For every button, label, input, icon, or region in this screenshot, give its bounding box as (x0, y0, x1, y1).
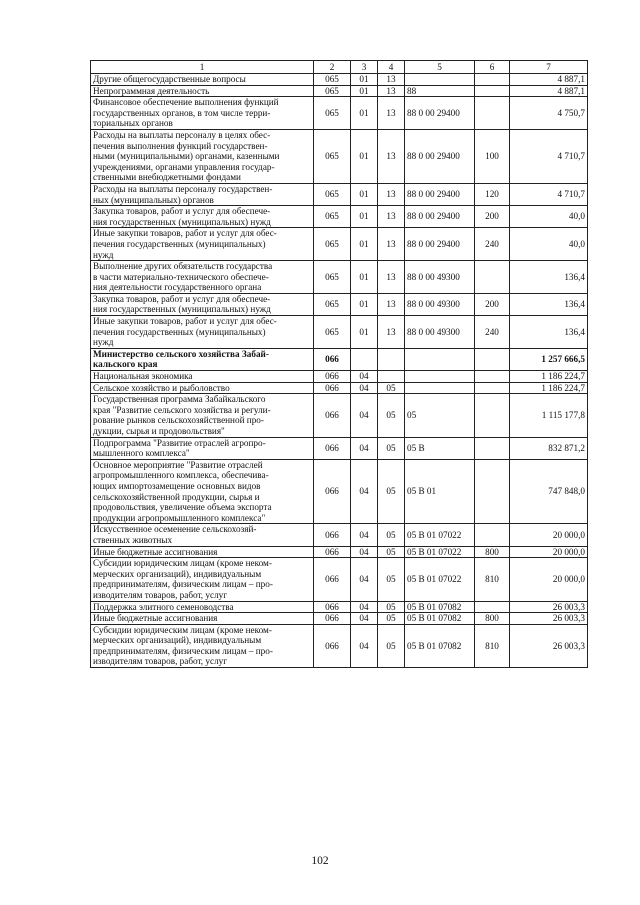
row-name: Министерство сельского хозяйства Забай- кальского края (91, 348, 314, 370)
row-vr: 810 (475, 624, 510, 667)
row-pr: 05 (378, 601, 405, 613)
row-gr: 065 (314, 74, 351, 86)
header-col-5: 5 (405, 61, 475, 74)
row-pr: 05 (378, 613, 405, 625)
header-col-4: 4 (378, 61, 405, 74)
row-csr: 05 В 01 07082 (405, 613, 475, 625)
header-col-2: 2 (314, 61, 351, 74)
row-gr: 066 (314, 613, 351, 625)
row-gr: 065 (314, 183, 351, 205)
row-rz: 04 (351, 613, 378, 625)
row-rz: 01 (351, 206, 378, 228)
row-csr: 88 0 00 29400 (405, 97, 475, 130)
row-vr (475, 601, 510, 613)
row-vr: 240 (475, 228, 510, 261)
row-gr: 066 (314, 601, 351, 613)
row-pr (378, 348, 405, 370)
row-pr: 05 (378, 624, 405, 667)
row-pr: 13 (378, 206, 405, 228)
row-csr: 88 0 00 49300 (405, 316, 475, 349)
row-gr: 065 (314, 97, 351, 130)
row-rz: 01 (351, 293, 378, 315)
row-gr: 066 (314, 624, 351, 667)
row-pr: 13 (378, 74, 405, 86)
row-pr: 05 (378, 437, 405, 459)
row-name: Закупка товаров, работ и услуг для обеспече- ния государственных (муниципальных) нужд (91, 293, 314, 315)
table-row (91, 228, 588, 261)
row-name: Иные бюджетные ассигнования (91, 613, 314, 625)
row-name: Выполнение других обязательств государства в части материально-технического обеспече- ния деятельности государственного органа (91, 261, 314, 294)
row-csr: 88 0 00 49300 (405, 293, 475, 315)
row-csr: 88 0 00 29400 (405, 228, 475, 261)
table-row (91, 316, 588, 349)
row-csr: 05 В (405, 437, 475, 459)
row-rz: 01 (351, 316, 378, 349)
row-csr: 88 0 00 49300 (405, 261, 475, 294)
row-sum: 20 000,0 (510, 524, 588, 546)
row-gr: 065 (314, 206, 351, 228)
row-gr: 065 (314, 85, 351, 97)
row-sum: 4 710,7 (510, 129, 588, 183)
row-name: Иные бюджетные ассигнования (91, 546, 314, 558)
page-number: 102 (311, 855, 329, 867)
row-csr: 88 0 00 29400 (405, 183, 475, 205)
row-rz: 01 (351, 74, 378, 86)
row-sum: 26 003,3 (510, 624, 588, 667)
table-row (91, 97, 588, 130)
row-sum: 136,4 (510, 316, 588, 349)
row-pr: 13 (378, 316, 405, 349)
row-gr: 066 (314, 546, 351, 558)
row-sum: 40,0 (510, 206, 588, 228)
row-vr (475, 382, 510, 394)
row-pr: 13 (378, 228, 405, 261)
row-csr: 05 В 01 (405, 459, 475, 524)
row-sum: 40,0 (510, 228, 588, 261)
row-rz: 04 (351, 459, 378, 524)
table-row (91, 524, 588, 546)
row-csr (405, 348, 475, 370)
row-sum: 1 257 666,5 (510, 348, 588, 370)
row-gr: 065 (314, 228, 351, 261)
row-csr: 88 0 00 29400 (405, 206, 475, 228)
row-gr: 066 (314, 459, 351, 524)
row-vr: 810 (475, 558, 510, 601)
row-sum: 1 186 224,7 (510, 371, 588, 383)
table-row (91, 74, 588, 86)
row-name: Основное мероприятие "Развитие отраслей агропромышленного комплекса, обеспечива- ющих импортозамещение основных видов сельскохозяйственной продукции, сырья и продовольствия, увеличение объема экспорта продукции агропромышленного комплекса" (91, 459, 314, 524)
row-sum: 747 848,0 (510, 459, 588, 524)
row-name: Иные закупки товаров, работ и услуг для обес- печения государственных (муниципальных) нужд (91, 316, 314, 349)
row-pr: 13 (378, 183, 405, 205)
row-csr: 05 (405, 394, 475, 437)
row-pr: 05 (378, 558, 405, 601)
row-csr: 88 0 00 29400 (405, 129, 475, 183)
row-rz: 04 (351, 394, 378, 437)
row-rz: 01 (351, 261, 378, 294)
row-name: Расходы на выплаты персоналу в целях обес- печения выполнения функций государствен- ными (муниципальными) органами, казенными учреждениями, органами управления государ- ственными внебюджетными фондами (91, 129, 314, 183)
row-name: Искусственное осеменение сельскохозяй- ственных животных (91, 524, 314, 546)
row-sum: 4 887,1 (510, 74, 588, 86)
row-pr: 13 (378, 97, 405, 130)
row-pr: 05 (378, 382, 405, 394)
row-pr: 05 (378, 524, 405, 546)
row-gr: 065 (314, 261, 351, 294)
row-vr (475, 348, 510, 370)
row-vr (475, 394, 510, 437)
row-csr: 05 В 01 07022 (405, 524, 475, 546)
row-sum: 20 000,0 (510, 558, 588, 601)
row-gr: 066 (314, 524, 351, 546)
header-row (91, 61, 588, 74)
table-row (91, 558, 588, 601)
row-rz: 04 (351, 382, 378, 394)
row-vr (475, 261, 510, 294)
row-name: Непрограммная деятельность (91, 85, 314, 97)
row-vr: 200 (475, 293, 510, 315)
row-name: Государственная программа Забайкальского края "Развитие сельского хозяйства и регули- рование рынков сельскохозяйственной про- дукции, сырья и продовольствия" (91, 394, 314, 437)
row-pr: 13 (378, 293, 405, 315)
table-row (91, 183, 588, 205)
row-gr: 066 (314, 371, 351, 383)
row-vr (475, 97, 510, 130)
row-rz (351, 348, 378, 370)
table-row (91, 371, 588, 383)
table-body (91, 74, 588, 668)
row-gr: 065 (314, 129, 351, 183)
row-gr: 066 (314, 382, 351, 394)
table-row (91, 613, 588, 625)
row-vr: 120 (475, 183, 510, 205)
row-gr: 066 (314, 437, 351, 459)
table-row (91, 261, 588, 294)
header-col-7: 7 (510, 61, 588, 74)
table-row (91, 546, 588, 558)
row-sum: 136,4 (510, 261, 588, 294)
header-col-6: 6 (475, 61, 510, 74)
row-rz: 04 (351, 437, 378, 459)
row-sum: 832 871,2 (510, 437, 588, 459)
row-gr: 066 (314, 558, 351, 601)
table-row (91, 601, 588, 613)
row-vr (475, 437, 510, 459)
row-gr: 066 (314, 348, 351, 370)
table-row (91, 348, 588, 370)
row-pr: 05 (378, 459, 405, 524)
row-rz: 04 (351, 371, 378, 383)
table-row (91, 394, 588, 437)
header-col-3: 3 (351, 61, 378, 74)
header-col-1: 1 (91, 61, 314, 74)
row-csr (405, 382, 475, 394)
row-rz: 01 (351, 85, 378, 97)
row-rz: 04 (351, 546, 378, 558)
row-name: Национальная экономика (91, 371, 314, 383)
row-name: Закупка товаров, работ и услуг для обеспече- ния государственных (муниципальных) нужд (91, 206, 314, 228)
table-row (91, 85, 588, 97)
row-vr (475, 524, 510, 546)
row-rz: 01 (351, 183, 378, 205)
row-sum: 1 186 224,7 (510, 382, 588, 394)
row-pr: 13 (378, 85, 405, 97)
row-rz: 04 (351, 624, 378, 667)
row-rz: 01 (351, 97, 378, 130)
row-vr: 200 (475, 206, 510, 228)
row-vr: 800 (475, 546, 510, 558)
row-csr: 05 В 01 07082 (405, 601, 475, 613)
row-name: Субсидии юридическим лицам (кроме неком- мерческих организаций), индивидуальным предпринимателям, физическим лицам – про- изводителям товаров, работ, услуг (91, 558, 314, 601)
table-row (91, 293, 588, 315)
row-name: Другие общегосударственные вопросы (91, 74, 314, 86)
row-gr: 065 (314, 316, 351, 349)
row-name: Субсидии юридическим лицам (кроме неком- мерческих организаций), индивидуальным предпринимателям, физическим лицам – про- изводителям товаров, работ, услуг (91, 624, 314, 667)
row-sum: 26 003,3 (510, 613, 588, 625)
row-name: Сельское хозяйство и рыболовство (91, 382, 314, 394)
budget-table (90, 60, 588, 668)
row-gr: 065 (314, 293, 351, 315)
row-vr (475, 74, 510, 86)
row-csr: 05 В 01 07022 (405, 558, 475, 601)
row-rz: 01 (351, 228, 378, 261)
row-csr (405, 371, 475, 383)
row-csr: 88 (405, 85, 475, 97)
table-row (91, 624, 588, 667)
row-rz: 04 (351, 524, 378, 546)
row-csr: 05 В 01 07082 (405, 624, 475, 667)
row-sum: 26 003,3 (510, 601, 588, 613)
row-name: Подпрограмма "Развитие отраслей агропро- мышленного комплекса" (91, 437, 314, 459)
row-csr: 05 В 01 07022 (405, 546, 475, 558)
row-vr (475, 371, 510, 383)
row-name: Иные закупки товаров, работ и услуг для обес- печения государственных (муниципальных) нужд (91, 228, 314, 261)
row-vr (475, 85, 510, 97)
row-vr (475, 459, 510, 524)
table-row (91, 382, 588, 394)
row-name: Финансовое обеспечение выполнения функций государственных органов, в том числе терри- ториальных органов (91, 97, 314, 130)
table-row (91, 129, 588, 183)
row-pr (378, 371, 405, 383)
budget-table-page (90, 60, 587, 668)
row-pr: 13 (378, 261, 405, 294)
row-rz: 01 (351, 129, 378, 183)
row-csr (405, 74, 475, 86)
row-gr: 066 (314, 394, 351, 437)
row-sum: 136,4 (510, 293, 588, 315)
row-pr: 05 (378, 546, 405, 558)
row-pr: 05 (378, 394, 405, 437)
table-row (91, 437, 588, 459)
row-sum: 4 710,7 (510, 183, 588, 205)
row-sum: 4 750,7 (510, 97, 588, 130)
table-row (91, 206, 588, 228)
row-vr: 800 (475, 613, 510, 625)
row-rz: 04 (351, 558, 378, 601)
table-row (91, 459, 588, 524)
row-sum: 20 000,0 (510, 546, 588, 558)
row-sum: 1 115 177,8 (510, 394, 588, 437)
row-rz: 04 (351, 601, 378, 613)
row-vr: 240 (475, 316, 510, 349)
row-name: Поддержка элитного семеноводства (91, 601, 314, 613)
row-pr: 13 (378, 129, 405, 183)
row-sum: 4 887,1 (510, 85, 588, 97)
row-name: Расходы на выплаты персоналу государствен- ных (муниципальных) органов (91, 183, 314, 205)
row-vr: 100 (475, 129, 510, 183)
